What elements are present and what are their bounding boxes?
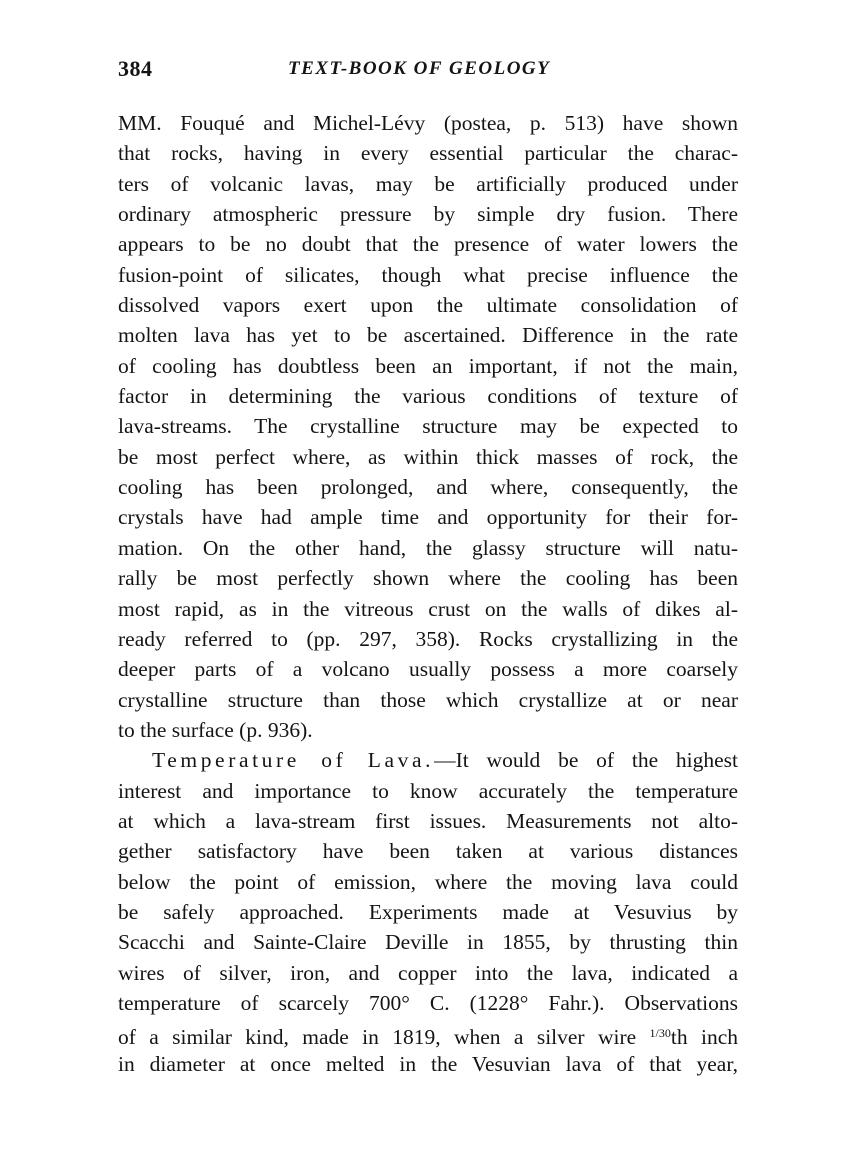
text-line: ordinary atmospheric pressure by simple dry fusion. There: [118, 202, 738, 227]
text-line: wires of silver, iron, and copper into the lava, indicated a: [118, 960, 738, 985]
text-line-fraction: [118, 1018, 738, 1048]
section-first-line: [118, 745, 738, 775]
text-line: interest and importance to know accurately the temperature: [118, 778, 738, 803]
section-first-line-text: —It would be of the highest: [434, 748, 738, 773]
fraction-line-start: of a similar kind, made in 1819, when a silver wire: [118, 1025, 637, 1049]
text-line: crystalline structure than those which crystallize at or near: [118, 687, 738, 712]
paragraph-last-line: to the surface (p. 936).: [118, 717, 313, 742]
text-line: fusion-point of silicates, though what precise influence the: [118, 262, 738, 287]
text-line: molten lava has yet to be ascertained. Difference in the rate: [118, 323, 738, 348]
fraction-line-end: th inch: [670, 1025, 738, 1049]
page-number: 384: [118, 56, 153, 81]
section-heading: Temperature of Lava.: [152, 748, 435, 773]
text-line: in diameter at once melted in the Vesuvian lava of that year,: [118, 1051, 738, 1076]
text-line: lava-streams. The crystalline structure may be expected to: [118, 414, 738, 439]
text-line: MM. Fouqué and Michel-Lévy (postea, p. 513) have shown: [118, 111, 738, 135]
body-text: [118, 108, 738, 1079]
text-line: crystals have had ample time and opportunity for their for-: [118, 505, 738, 530]
text-line: gether satisfactory have been taken at various distances: [118, 839, 738, 864]
text-line: mation. On the other hand, the glassy structure will natu-: [118, 535, 738, 560]
text-line: be safely approached. Experiments made at Vesuvius by: [118, 899, 738, 924]
text-line: appears to be no doubt that the presence of water lowers the: [118, 232, 738, 257]
text-line: temperature of scarcely 700° C. (1228° Fahr.). Observations: [118, 990, 738, 1015]
text-line: be most perfect where, as within thick masses of rock, the: [118, 444, 738, 469]
text-line: ready referred to (pp. 297, 358). Rocks crystallizing in the: [118, 626, 738, 651]
text-line: dissolved vapors exert upon the ultimate consolidation of: [118, 293, 738, 318]
text-line: rally be most perfectly shown where the cooling has been: [118, 566, 738, 591]
text-line: cooling has been prolonged, and where, consequently, the: [118, 475, 738, 500]
text-line: ters of volcanic lavas, may be artificially produced under: [118, 171, 738, 196]
text-line: deeper parts of a volcano usually possess a more coarsely: [118, 657, 738, 682]
text-line: that rocks, having in every essential particular the charac-: [118, 141, 738, 166]
text-line: factor in determining the various conditions of texture of: [118, 384, 738, 409]
text-line: Scacchi and Sainte-Claire Deville in 1855, by thrusting thin: [118, 930, 738, 955]
text-line: most rapid, as in the vitreous crust on the walls of dikes al-: [118, 596, 738, 621]
fraction-thirtieth: 1/30: [649, 1026, 671, 1041]
text-line: below the point of emission, where the moving lava could: [118, 869, 738, 894]
running-title: TEXT-BOOK OF GEOLOGY: [288, 58, 551, 79]
text-line: of cooling has doubtless been an important, if not the main,: [118, 353, 738, 378]
page-header: [118, 56, 738, 92]
text-line: at which a lava-stream first issues. Measurements not alto-: [118, 808, 738, 833]
